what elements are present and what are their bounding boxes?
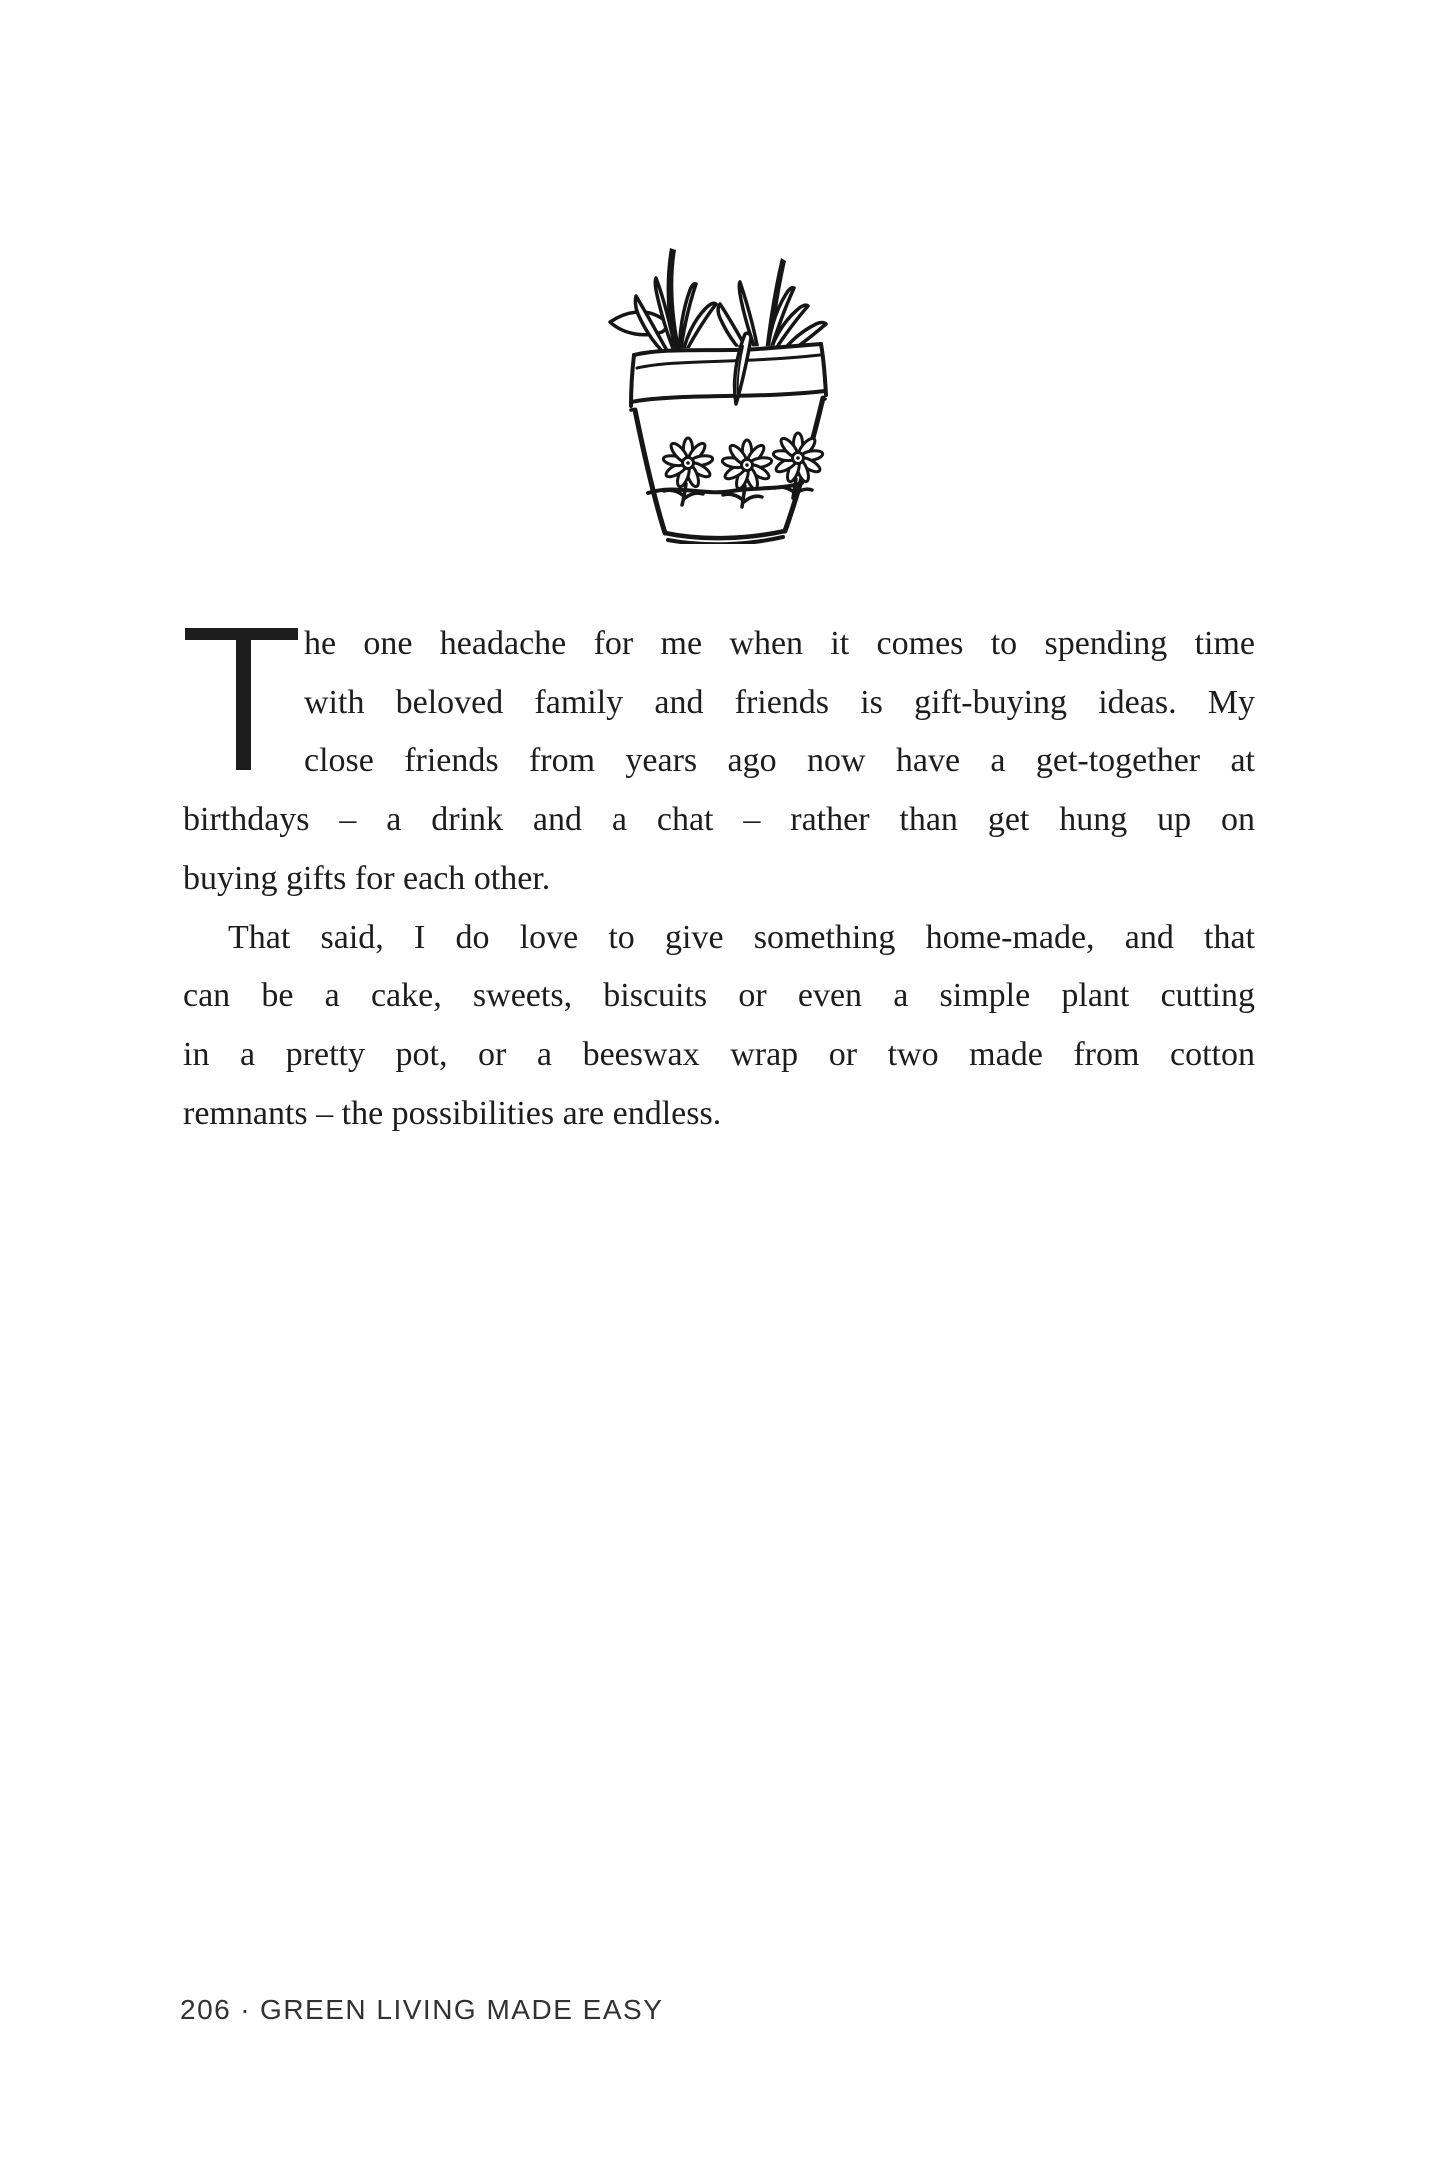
drop-cap: [185, 628, 298, 770]
body-text: [183, 615, 1255, 1143]
text-line: birthdays – a drink and a chat – rather than get hung up on: [183, 801, 1255, 839]
text-line: close friends from years ago now have a get-together at: [304, 742, 1255, 780]
text-line: That said, I do love to give something home-made, and that: [228, 918, 1255, 956]
potted-plant-illustration: [608, 244, 848, 544]
text-line: in a pretty pot, or a beeswax wrap or two made from cotton: [183, 1035, 1255, 1073]
text-line: can be a cake, sweets, biscuits or even a simple plant cutting: [183, 977, 1255, 1015]
page-footer: [180, 1994, 663, 2026]
book-title: GREEN LIVING MADE EASY: [260, 1994, 664, 2025]
text-line: with beloved family and friends is gift-buying ideas. My: [304, 683, 1255, 721]
text-line: he one headache for me when it comes to spending time: [304, 625, 1255, 662]
footer-separator-dot: ·: [240, 1994, 252, 2025]
flower-pot-icon: [608, 244, 848, 544]
text-line: remnants – the possibilities are endless.: [183, 1094, 722, 1132]
page-number: 206: [180, 1994, 232, 2025]
text-line: buying gifts for each other.: [183, 859, 551, 897]
drop-cap-T-glyph: [185, 628, 298, 770]
